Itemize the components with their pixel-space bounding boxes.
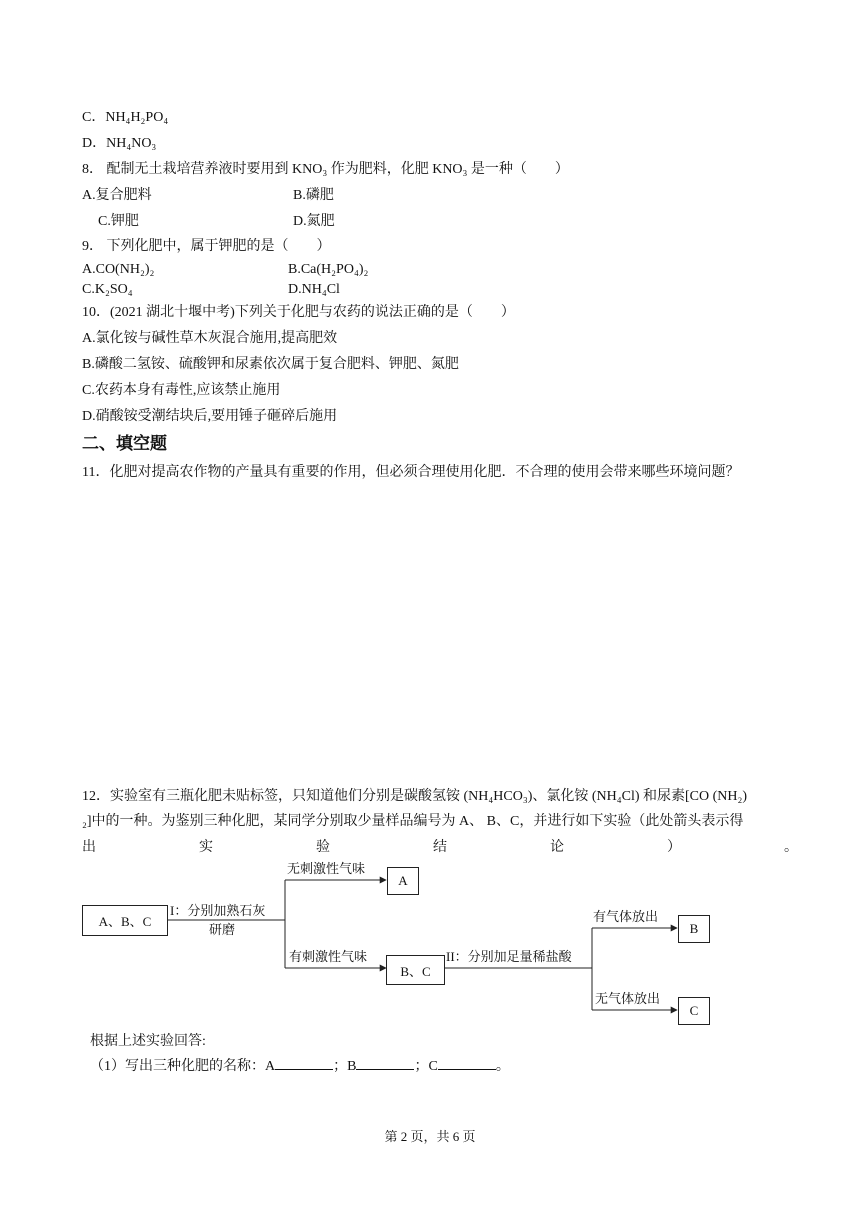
q12-sub1-prefix: （1）写出三种化肥的名称：A xyxy=(90,1059,276,1074)
q12-line-3-char: 实 xyxy=(199,840,213,855)
q9-stem: 9． 下列化肥中，属于钾肥的是（ ） xyxy=(82,239,331,254)
q12-sub1-b: ；B xyxy=(333,1059,357,1074)
q12-line-3-char: 。 xyxy=(784,840,798,855)
q9-option-c: C.K₂SO₄ xyxy=(82,282,133,297)
option-c-prev: C．NH₄H₂PO₄ xyxy=(82,110,169,125)
q10-stem: 10．(2021 湖北十堰中考)下列关于化肥与农药的说法正确的是（ ） xyxy=(82,305,515,320)
option-d-prev: D．NH₄NO₃ xyxy=(82,136,157,151)
branch-gas-label: 有气体放出 xyxy=(593,909,659,924)
branch-no-gas-label: 无气体放出 xyxy=(595,991,661,1006)
q8-option-d: D.氮肥 xyxy=(293,214,335,229)
start-box: A、B、C xyxy=(82,905,168,936)
answer-blank-c[interactable] xyxy=(438,1057,496,1070)
result-box-a: A xyxy=(387,867,419,895)
q9-option-a: A.CO(NH₂)₂ xyxy=(82,262,155,277)
step2-label: II：分别加足量稀盐酸 xyxy=(446,949,572,964)
q9-option-b: B.Ca(H₂PO₄)₂ xyxy=(288,262,369,277)
q12-line-3-char: 论 xyxy=(550,840,564,855)
q12-line-1: 12．实验室有三瓶化肥未贴标签，只知道他们分别是碳酸氢铵 (NH₄HCO₃)、氯化铵 (NH₄Cl) 和尿素[CO (NH₂) xyxy=(82,789,748,804)
step1-sub-label: 研磨 xyxy=(209,922,236,937)
result-box-b: B xyxy=(678,915,710,943)
branch-smell-label: 有刺激性气味 xyxy=(289,949,368,964)
q8-stem: 8． 配制无土栽培营养液时要用到 KNO₃ 作为肥料，化肥 KNO₃ 是一种（ ） xyxy=(82,162,569,177)
q12-line-3-char: 结 xyxy=(433,840,447,855)
answer-blank-a[interactable] xyxy=(275,1057,333,1070)
q12-sub1-c: ；C xyxy=(414,1059,438,1074)
q8-option-a: A.复合肥料 xyxy=(82,188,152,203)
q12-line-3-char: ） xyxy=(667,840,681,855)
branch-no-smell-label: 无刺激性气味 xyxy=(287,861,366,876)
page-footer: 第 2 页，共 6 页 xyxy=(384,1129,476,1144)
result-box-bc: B、C xyxy=(386,955,445,985)
q10-option-a: A.氯化铵与碱性草木灰混合施用,提高肥效 xyxy=(82,331,338,346)
section-title: 二、填空题 xyxy=(82,434,167,454)
q12-line-3-char: 验 xyxy=(316,840,330,855)
q11-stem: 11．化肥对提高农作物的产量具有重要的作用，但必须合理使用化肥．不合理的使用会带来哪些环境问题？ xyxy=(82,465,740,480)
result-box-c: C xyxy=(678,997,710,1025)
q10-option-d: D.硝酸铵受潮结块后,要用锤子砸碎后施用 xyxy=(82,409,338,424)
q12-line-3-char: 出 xyxy=(82,840,96,855)
q8-option-b: B.磷肥 xyxy=(293,188,334,203)
q10-option-b: B.磷酸二氢铵、硫酸钾和尿素依次属于复合肥料、钾肥、氮肥 xyxy=(82,357,459,372)
q12-sub1-end: 。 xyxy=(495,1059,510,1074)
q10-option-c: C.农药本身有毒性,应该禁止施用 xyxy=(82,383,281,398)
q8-option-c: C.钾肥 xyxy=(98,214,139,229)
step1-label: I：分别加熟石灰 xyxy=(170,903,266,918)
q12-line-2: ₂]中的一种。为鉴别三种化肥，某同学分别取少量样品编号为 A、 B、C，并进行如下实验（此处箭头表示得 xyxy=(82,814,744,829)
q12-sub1 xyxy=(90,1057,510,1077)
q12-instruction: 根据上述实验回答: xyxy=(90,1034,206,1049)
answer-blank-b[interactable] xyxy=(356,1057,414,1070)
q9-option-d: D.NH₄Cl xyxy=(288,282,340,297)
